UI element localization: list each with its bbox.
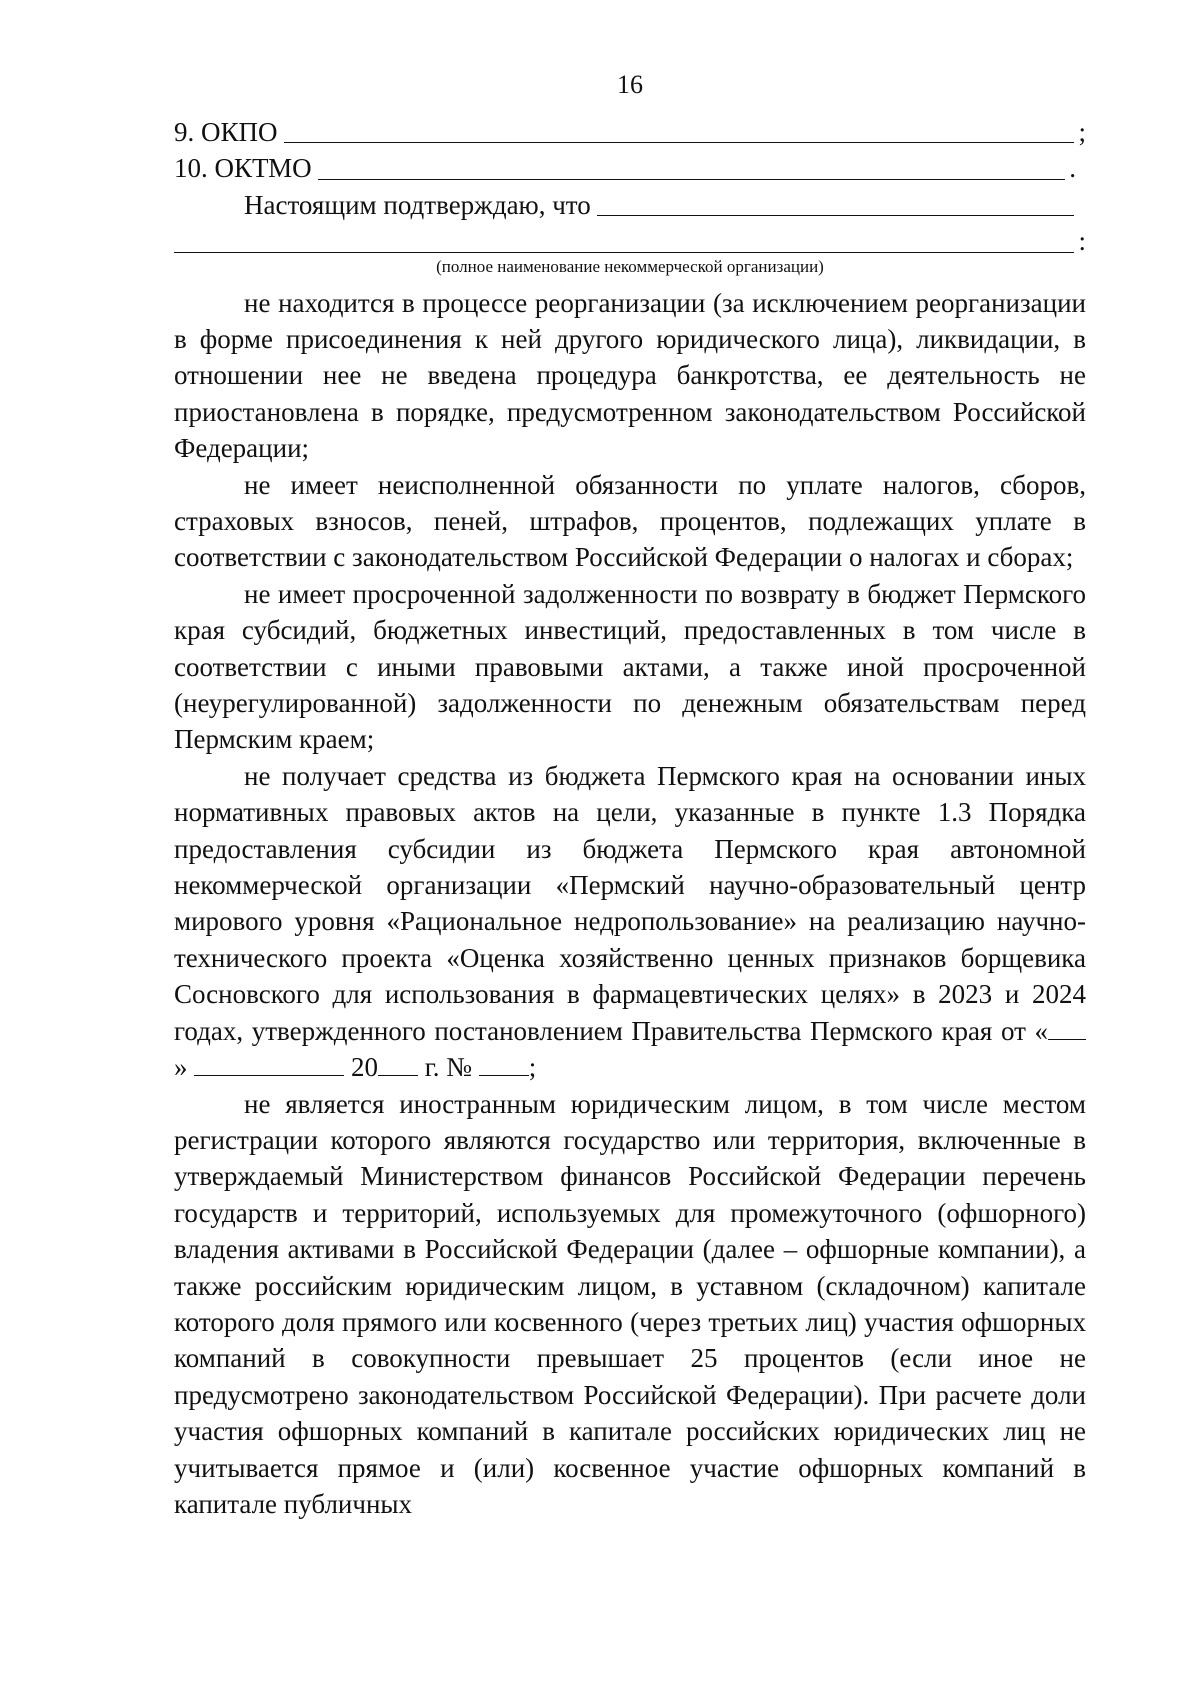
org-name-blank[interactable] — [597, 215, 1074, 216]
oktmo-line — [174, 150, 1086, 186]
decree-end: ; — [528, 1052, 537, 1083]
year-prefix: 20 — [351, 1052, 378, 1083]
paragraph-taxes: не имеет неисполненной обязанности по уплате налогов, сборов, страховых взносов, пеней, штрафов, процентов, подлежащих уплате в соответствии с законодательством Российской Федерации о налогах и сборах; — [174, 469, 1086, 573]
confirm-label: Настоящим подтверждаю, что — [244, 189, 591, 220]
number-label: г. № — [424, 1052, 473, 1083]
year-blank[interactable] — [378, 1053, 418, 1076]
paragraph-offshore: не является иностранным юридическим лицом, в том числе местом регистрации которого являются государство или территория, включенные в утверждаемый Министерством финансов Российской Федерации перечень государств и территорий, используемых для промежуточного (офшорного) владения активами в Российской Федерации (далее – офшорные компании), а также российским юридическим лицом, в уставном (складочном) капитале которого доля прямого или косвенного (через третьих лиц) участия офшорных компаний в совокупности превышает 25 процентов (если иное не предусмотрено законодательством Российской Федерации). При расчете доли участия офшорных компаний в капитале российских юридических лиц не учитывается прямое и (или) косвенное участие офшорных компаний в капитале публичных — [174, 1088, 1086, 1519]
paragraph-decree — [174, 758, 1086, 1086]
oktmo-blank[interactable] — [318, 179, 1066, 180]
org-line-end: : — [1078, 226, 1086, 257]
org-caption: (полное наименование некоммерческой организации) — [436, 256, 824, 276]
month-blank[interactable] — [194, 1053, 344, 1076]
oktmo-label: 10. ОКТМО — [174, 153, 312, 184]
confirm-line — [174, 187, 1086, 223]
page-number: 16 — [617, 70, 643, 99]
decree-text: не получает средства из бюджета Пермского края на основании иных нормативных правовых актов на цели, указанные в пункте 1.3 Порядка предоставления субсидии из бюджета Пермского края автономной некоммерческой организации «Пермский научно-образовательный центр мирового уровня «Рациональное недропользование» на реализацию научно-технического проекта «Оценка хозяйственно ценных признаков борщевика Сосновского для использования в фармацевтических целях» в 2023 и 2024 годах, утвержденного постановлением Правительства Пермского края от « — [174, 760, 1086, 1046]
okpo-blank[interactable] — [284, 142, 1075, 143]
org-name-blank-2[interactable] — [174, 252, 1074, 253]
okpo-line — [174, 114, 1086, 150]
oktmo-end: . — [1069, 153, 1076, 184]
quote-close: » — [174, 1052, 188, 1083]
paragraph-reorganization: не находится в процессе реорганизации (за исключением реорганизации в форме присоединения к ней другого юридического лица), ликвидации, в отношении нее не введена процедура банкротства, ее деятельность не приостановлена в порядке, предусмотренном законодательством Российской Федерации; — [174, 287, 1086, 464]
org-name-line — [174, 223, 1086, 259]
okpo-label: 9. ОКПО — [174, 116, 278, 147]
day-blank[interactable] — [1048, 1017, 1086, 1040]
paragraph-debt: не имеет просроченной задолженности по возврату в бюджет Пермского края субсидий, бюджетных инвестиций, предоставленных в том числе в соответствии с иными правовыми актами, а также иной просроченной (неурегулированной) задолженности по денежным обязательствам перед Пермским краем; — [174, 578, 1086, 755]
okpo-end: ; — [1078, 116, 1086, 147]
document-body — [174, 114, 1086, 1522]
number-blank[interactable] — [479, 1053, 529, 1076]
